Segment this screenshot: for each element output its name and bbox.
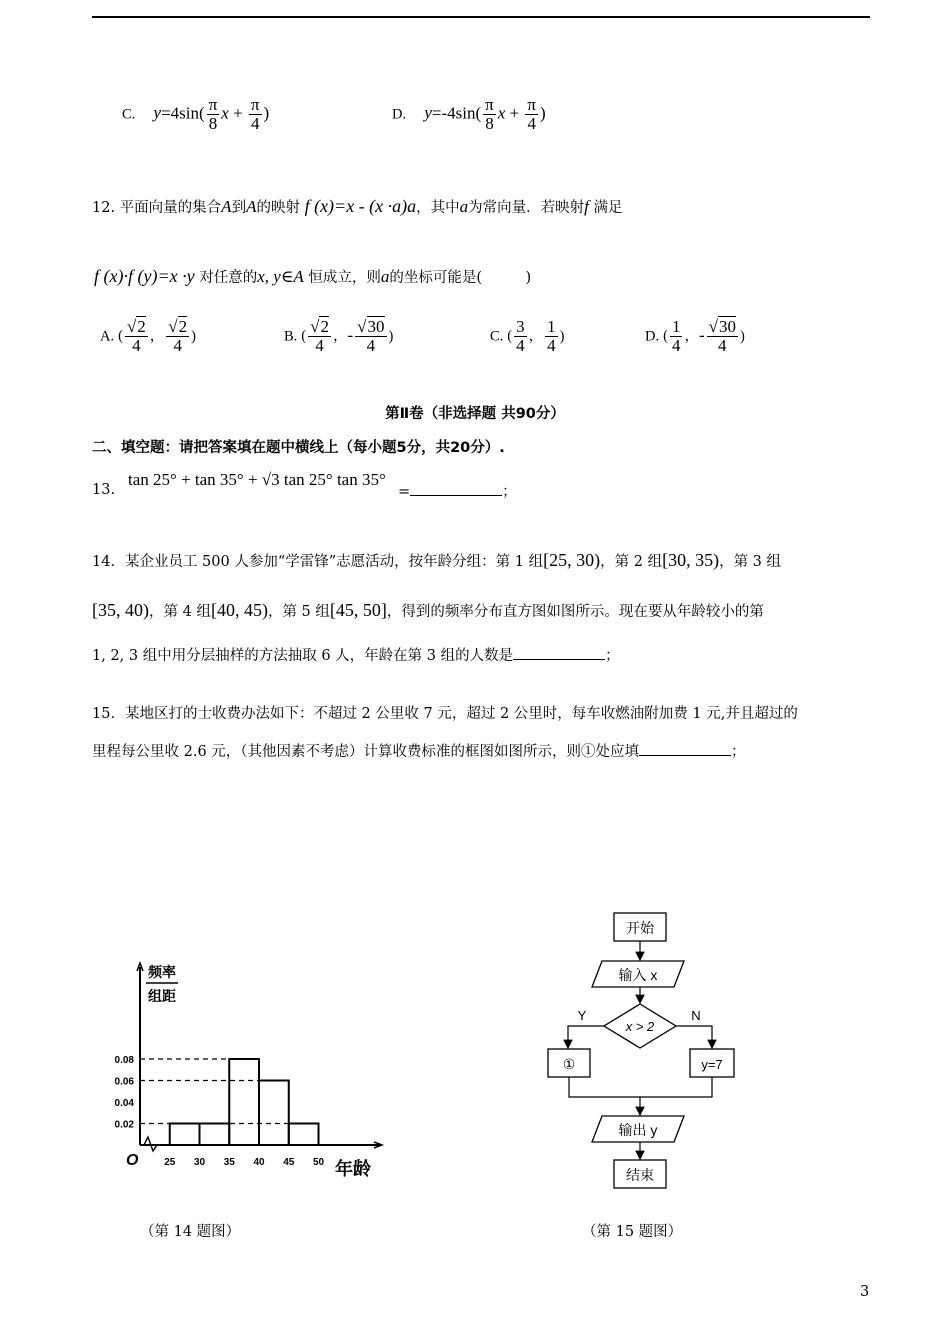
bar-4 — [289, 1124, 319, 1146]
flow-yes-line — [568, 1026, 604, 1048]
caption-q14: （第 14 题图） — [140, 1224, 241, 1240]
flow-start-text: 开始 — [626, 920, 654, 936]
flow-no-line — [676, 1026, 712, 1048]
flow-input-text: 输入 x — [618, 967, 658, 983]
q15-blank[interactable] — [639, 741, 731, 756]
y-tick-label: 0.04 — [114, 1098, 134, 1109]
section2-heading: 二、填空题：请把答案填在题中横线上（每小题5分，共20分）. — [92, 440, 505, 456]
y-tick-label: 0.08 — [114, 1055, 134, 1066]
x-tick-label: 25 — [164, 1157, 176, 1168]
q12-map-expr: f (x)=x ‑ (x ·a)a — [304, 196, 417, 216]
y-tick-label: 0.02 — [114, 1119, 134, 1131]
q13-expr: tan 25° + tan 35° + √3 tan 25° tan 35° — [128, 470, 386, 489]
flow-merge-line — [569, 1077, 712, 1097]
q13-answer: = ； — [398, 480, 517, 501]
q12-option-c: C. ( $\frac{3}{4}$ ， $\frac{1}{4}$ ) — [490, 317, 565, 355]
flowchart-figure — [540, 905, 740, 1195]
part2-title: 第Ⅱ卷（非选择题 共90分） — [385, 406, 565, 422]
q11-d-label: D. — [392, 106, 407, 123]
q11-c-eq: =4sin( — [161, 103, 205, 123]
q12-cond-expr: f (x)·f (y)=x ·y — [94, 266, 195, 286]
q11-d-frac2: $\frac{\pi}{4}$ — [527, 95, 536, 133]
q11-option-c: C. y=4sin( $\frac{\pi}{8}$ x + $\frac{\pi}{4}$ ) — [122, 95, 270, 133]
y-tick-label: 0.06 — [114, 1076, 134, 1088]
q12-line2: f (x)·f (y)=x ·y 对任意的x, y∈A 恒成立，则a的坐标可能是( ) — [94, 266, 532, 286]
q12-line1: 12. 平面向量的集合A到A的映射 f (x)=x ‑ (x ·a)a，其中a为常向量．若映射f 满足 — [92, 196, 623, 216]
q13-number: 13. — [92, 482, 116, 498]
q13-blank[interactable] — [410, 481, 502, 496]
flow-yes-box-text: ① — [562, 1056, 576, 1072]
q14-line2: [35, 40)，第 4 组[40, 45)，第 5 组[45, 50]，得到的频率分布直方图如图所示。现在要从年龄较小的第 — [92, 600, 764, 620]
bar-1 — [200, 1124, 230, 1146]
flow-decision-text: x > 2 — [625, 1019, 655, 1034]
q14-blank[interactable] — [513, 645, 605, 660]
x-tick-label: 50 — [312, 1157, 325, 1168]
y-label-bottom: 组距 — [148, 988, 176, 1004]
bar-0 — [170, 1124, 200, 1146]
q15-line2: 里程每公里收 2.6 元，（其他因素不考虑）计算收费标准的框图如图所示，则①处应填 ； — [92, 740, 746, 761]
q14-line1: 14．某企业员工 500 人参加“学雷锋”志愿活动，按年龄分组：第 1 组[25, 30)，第 2 组[30, 35)，第 3 组 — [92, 550, 782, 570]
q11-c-label: C. — [122, 106, 136, 123]
caption-q15: （第 15 题图） — [582, 1224, 683, 1240]
q11-d-frac1: $\frac{\pi}{8}$ — [485, 95, 494, 133]
flow-no-label: N — [691, 1008, 701, 1023]
x-axis-label: 年龄 — [335, 1159, 371, 1179]
histogram-figure — [95, 955, 395, 1195]
q11-c-y: y — [153, 103, 162, 123]
header-rule — [92, 16, 870, 18]
q14-line3: 1, 2, 3 组中用分层抽样的方法抽取 6 人，年龄在第 3 组的人数是 ； — [92, 644, 620, 665]
flow-no-box-text: y=7 — [701, 1057, 723, 1072]
flow-end-text: 结束 — [626, 1167, 654, 1183]
q12-option-b: B. ( $\frac{√2}{4}$ ，‑ $\frac{√30}{4}$ ) — [284, 317, 394, 355]
q11-c-frac2: $\frac{\pi}{4}$ — [250, 95, 260, 133]
q11-option-d: D. y=‑4sin( $\frac{\pi}{8}$ x + $\frac{\pi}{4}$ ) — [392, 95, 546, 133]
bar-2 — [229, 1059, 259, 1145]
q12-option-a: A. ( $\frac{√2}{4}$ ， $\frac{√2}{4}$ ) — [100, 317, 196, 355]
q12-option-d: D. ( $\frac{1}{4}$ ，‑ $\frac{√30}{4}$ ) — [645, 317, 745, 355]
x-tick-label: 35 — [223, 1157, 235, 1168]
x-tick-label: 45 — [283, 1157, 295, 1168]
bar-3 — [259, 1081, 289, 1146]
origin-label: O — [126, 1152, 139, 1169]
q11-c-frac1: $\frac{\pi}{8}$ — [208, 95, 218, 133]
page-number: 3 — [860, 1284, 870, 1300]
flow-output-text: 输出 y — [618, 1122, 658, 1138]
y-label-top: 频率 — [148, 964, 176, 980]
q15-line1: 15．某地区打的士收费办法如下：不超过 2 公里收 7 元，超过 2 公里时，每车收燃油附加费 1 元,并且超过的 — [92, 706, 798, 722]
flow-yes-label: Y — [577, 1008, 587, 1023]
x-tick-label: 40 — [253, 1157, 265, 1168]
x-tick-label: 30 — [193, 1157, 206, 1168]
